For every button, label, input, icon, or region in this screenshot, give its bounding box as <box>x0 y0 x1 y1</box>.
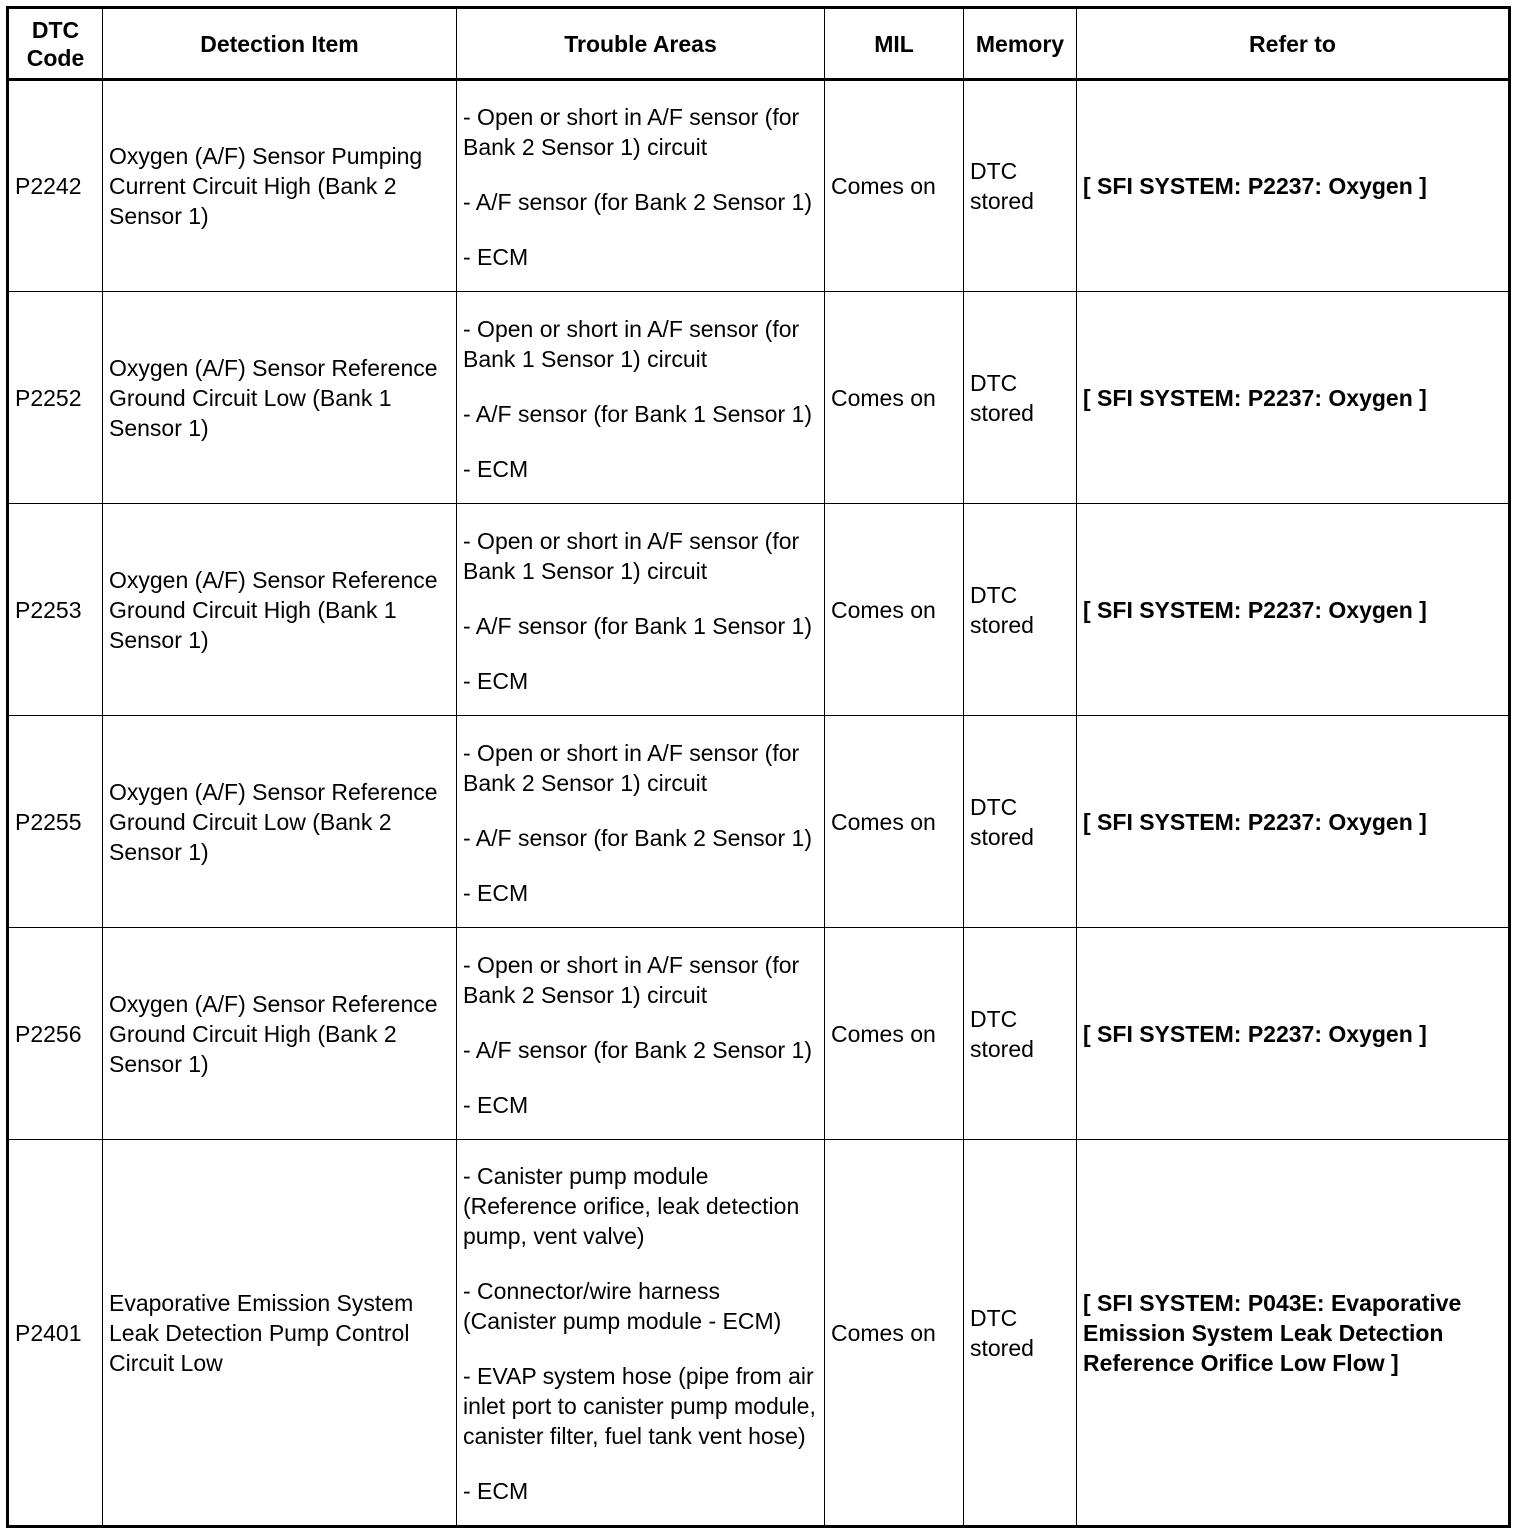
trouble-area-list <box>463 310 818 486</box>
trouble-area-list <box>463 522 818 698</box>
table-row <box>8 504 1510 716</box>
header-trouble-areas: Trouble Areas <box>457 8 825 80</box>
table-row <box>8 292 1510 504</box>
trouble-area-item: - Open or short in A/F sensor (for Bank 2 Sensor 1) circuit <box>463 104 800 160</box>
trouble-area-item: - Open or short in A/F sensor (for Bank 1 Sensor 1) circuit <box>463 315 800 372</box>
mil-cell: Comes on <box>825 504 964 716</box>
trouble-area-item: - ECM <box>463 1478 529 1504</box>
dtc-code-cell: P2253 <box>8 504 103 716</box>
memory-cell: DTC stored <box>964 928 1077 1140</box>
trouble-area-list <box>463 946 818 1122</box>
table-header <box>8 8 1510 80</box>
dtc-code-cell: P2256 <box>8 928 103 1140</box>
table-row <box>8 1140 1510 1527</box>
table-body <box>8 80 1510 1527</box>
trouble-areas-cell <box>457 292 825 504</box>
header-refer-to: Refer to <box>1077 8 1510 80</box>
table-row <box>8 928 1510 1140</box>
refer-to-link[interactable]: [ SFI SYSTEM: P2237: Oxygen ] <box>1077 292 1510 504</box>
mil-cell: Comes on <box>825 292 964 504</box>
memory-cell: DTC stored <box>964 504 1077 716</box>
trouble-areas-cell <box>457 928 825 1140</box>
detection-item-cell: Oxygen (A/F) Sensor Reference Ground Circuit High (Bank 1 Sensor 1) <box>103 504 457 716</box>
trouble-area-item: - ECM <box>463 244 529 270</box>
header-memory: Memory <box>964 8 1077 80</box>
trouble-area-item: - EVAP system hose (pipe from air inlet port to canister pump module, canister filter, fuel tank vent hose) <box>463 1363 816 1449</box>
trouble-area-item: - Canister pump module (Reference orifice, leak detection pump, vent valve) <box>463 1163 800 1249</box>
refer-to-link[interactable]: [ SFI SYSTEM: P043E: Evaporative Emission System Leak Detection Reference Orifice Low Flow ] <box>1077 1140 1510 1527</box>
trouble-areas-cell <box>457 504 825 716</box>
header-detection-item: Detection Item <box>103 8 457 80</box>
mil-cell: Comes on <box>825 1140 964 1527</box>
refer-to-link[interactable]: [ SFI SYSTEM: P2237: Oxygen ] <box>1077 716 1510 928</box>
refer-to-link[interactable]: [ SFI SYSTEM: P2237: Oxygen ] <box>1077 928 1510 1140</box>
detection-item-cell: Oxygen (A/F) Sensor Reference Ground Circuit Low (Bank 2 Sensor 1) <box>103 716 457 928</box>
trouble-areas-cell <box>457 716 825 928</box>
trouble-area-item: - Open or short in A/F sensor (for Bank 2 Sensor 1) circuit <box>463 739 800 796</box>
dtc-code-cell: P2242 <box>8 80 103 292</box>
detection-item-cell: Oxygen (A/F) Sensor Pumping Current Circuit High (Bank 2 Sensor 1) <box>103 80 457 292</box>
trouble-area-item: - ECM <box>463 879 529 906</box>
detection-item-cell: Evaporative Emission System Leak Detection Pump Control Circuit Low <box>103 1140 457 1527</box>
refer-to-link[interactable]: [ SFI SYSTEM: P2237: Oxygen ] <box>1077 80 1510 292</box>
trouble-area-item: - A/F sensor (for Bank 2 Sensor 1) <box>463 1036 812 1063</box>
dtc-code-cell: P2252 <box>8 292 103 504</box>
refer-to-link[interactable]: [ SFI SYSTEM: P2237: Oxygen ] <box>1077 504 1510 716</box>
memory-cell: DTC stored <box>964 1140 1077 1527</box>
trouble-areas-cell <box>457 80 825 292</box>
trouble-area-item: - A/F sensor (for Bank 2 Sensor 1) <box>463 189 812 215</box>
trouble-area-item: - Open or short in A/F sensor (for Bank 1 Sensor 1) circuit <box>463 527 800 584</box>
mil-cell: Comes on <box>825 716 964 928</box>
trouble-area-item: - Connector/wire harness (Canister pump module - ECM) <box>463 1278 782 1334</box>
memory-cell: DTC stored <box>964 292 1077 504</box>
trouble-area-list <box>463 1157 818 1508</box>
table-row <box>8 716 1510 928</box>
detection-item-cell: Oxygen (A/F) Sensor Reference Ground Circuit High (Bank 2 Sensor 1) <box>103 928 457 1140</box>
table-row <box>8 80 1510 292</box>
header-mil: MIL <box>825 8 964 80</box>
trouble-area-list <box>463 734 818 910</box>
trouble-area-item: - ECM <box>463 667 529 694</box>
trouble-area-list <box>463 98 818 274</box>
trouble-area-item: - A/F sensor (for Bank 1 Sensor 1) <box>463 612 812 639</box>
trouble-area-item: - ECM <box>463 1091 529 1118</box>
dtc-code-cell: P2255 <box>8 716 103 928</box>
dtc-code-cell: P2401 <box>8 1140 103 1527</box>
trouble-area-item: - ECM <box>463 455 529 482</box>
trouble-area-item: - A/F sensor (for Bank 2 Sensor 1) <box>463 824 812 851</box>
mil-cell: Comes on <box>825 80 964 292</box>
trouble-area-item: - Open or short in A/F sensor (for Bank 2 Sensor 1) circuit <box>463 951 800 1008</box>
trouble-areas-cell <box>457 1140 825 1527</box>
memory-cell: DTC stored <box>964 716 1077 928</box>
header-dtc-code: DTC Code <box>8 8 103 80</box>
detection-item-cell: Oxygen (A/F) Sensor Reference Ground Circuit Low (Bank 1 Sensor 1) <box>103 292 457 504</box>
memory-cell: DTC stored <box>964 80 1077 292</box>
mil-cell: Comes on <box>825 928 964 1140</box>
dtc-table <box>6 6 1511 1528</box>
trouble-area-item: - A/F sensor (for Bank 1 Sensor 1) <box>463 400 812 427</box>
